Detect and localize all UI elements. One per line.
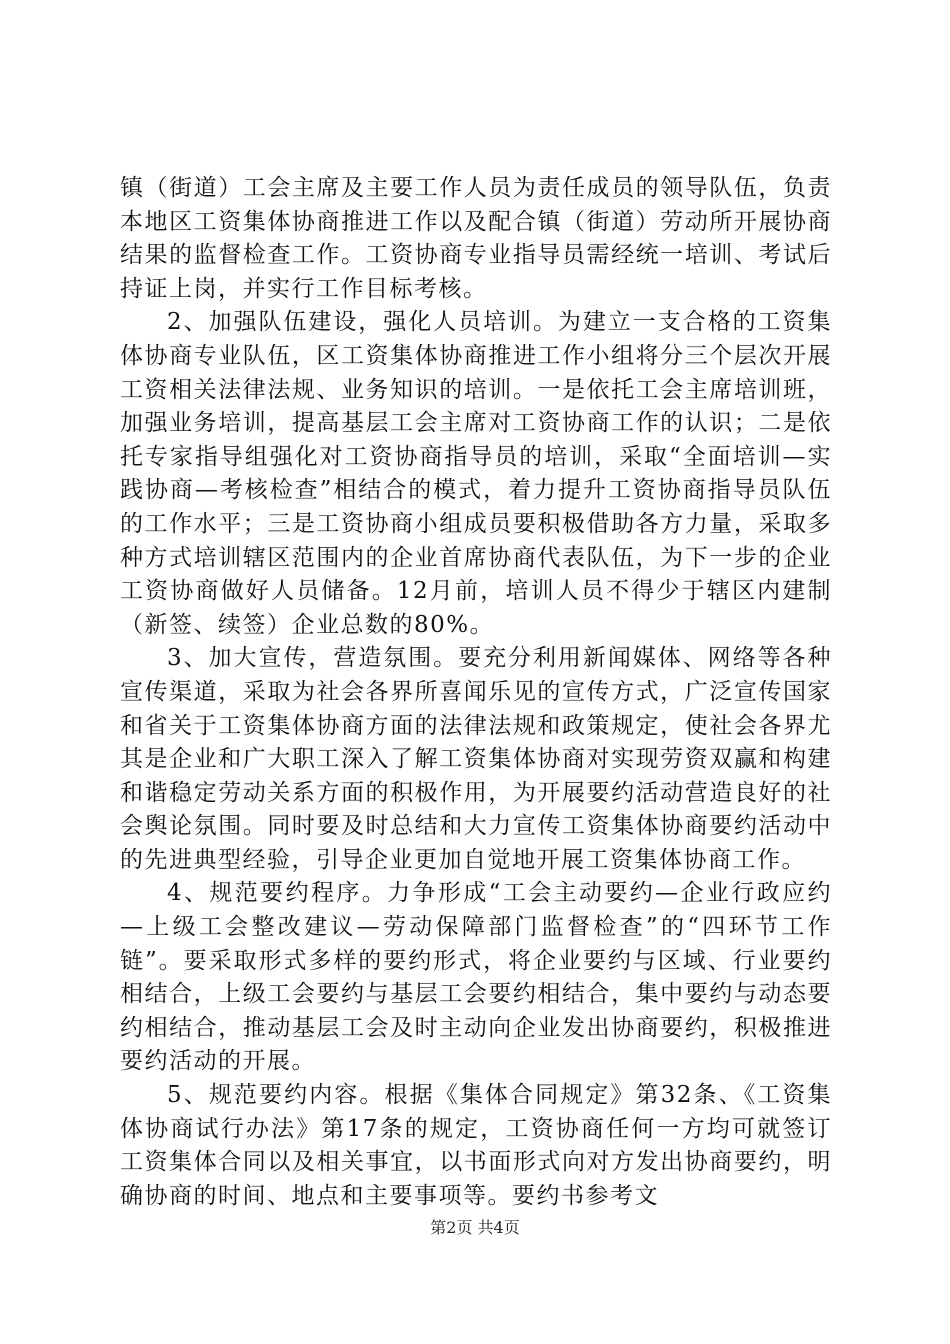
- paragraph-publicity: 3、加大宣传，营造氛围。要充分利用新闻媒体、网络等各种宣传渠道，采取为社会各界所喜闻乐见的宣传方式，广泛宣传国家和省关于工资集体协商方面的法律法规和政策规定，使社会各界尤其是企业和广大职工深入了解工资集体协商对实现劳资双赢和构建和谐稳定劳动关系方面的积极作用，为开展要约活动营造良好的社会舆论氛围。同时要及时总结和大力宣传工资集体协商要约活动中的先进典型经验，引导企业更加自觉地开展工资集体协商工作。: [120, 645, 832, 873]
- paragraph-procedure: 4、规范要约程序。力争形成“工会主动要约—企业行政应约—上级工会整改建议—劳动保障部门监督检查”的“四环节工作链”。要采取形式多样的要约形式，将企业要约与区域、行业要约相结合，上级工会要约与基层工会要约相结合，集中要约与动态要约相结合，推动基层工会及时主动向企业发出协商要约，积极推进要约活动的开展。: [120, 880, 832, 1075]
- paragraph-continuation: 镇（街道）工会主席及主要工作人员为责任成员的领导队伍，负责本地区工资集体协商推进工作以及配合镇（街道）劳动所开展协商结果的监督检查工作。工资协商专业指导员需经统一培训、考试后持证上岗，并实行工作目标考核。: [120, 175, 832, 302]
- paragraph-team-building: 2、加强队伍建设，强化人员培训。为建立一支合格的工资集体协商专业队伍，区工资集体协商推进工作小组将分三个层次开展工资相关法律法规、业务知识的培训。一是依托工会主席培训班，加强业务培训，提高基层工会主席对工资协商工作的认识；二是依托专家指导组强化对工资协商指导员的培训，采取“全面培训—实践协商—考核检查”相结合的模式，着力提升工资协商指导员队伍的工作水平；三是工资协商小组成员要积极借助各方力量，采取多种方式培训辖区范围内的企业首席协商代表队伍，为下一步的企业工资协商做好人员储备。12月前，培训人员不得少于辖区内建制（新签、续签）企业总数的80%。: [120, 309, 832, 638]
- paragraph-content: 5、规范要约内容。根据《集体合同规定》第32条、《工资集体协商试行办法》第17条的规定，工资协商任何一方均可就签订工资集体合同以及相关事宜，以书面形式向对方发出协商要约，明确协商的时间、地点和主要事项等。要约书参考文: [120, 1082, 832, 1209]
- document-body: [120, 172, 832, 1213]
- page-footer: 第2页 共4页: [430, 1218, 520, 1237]
